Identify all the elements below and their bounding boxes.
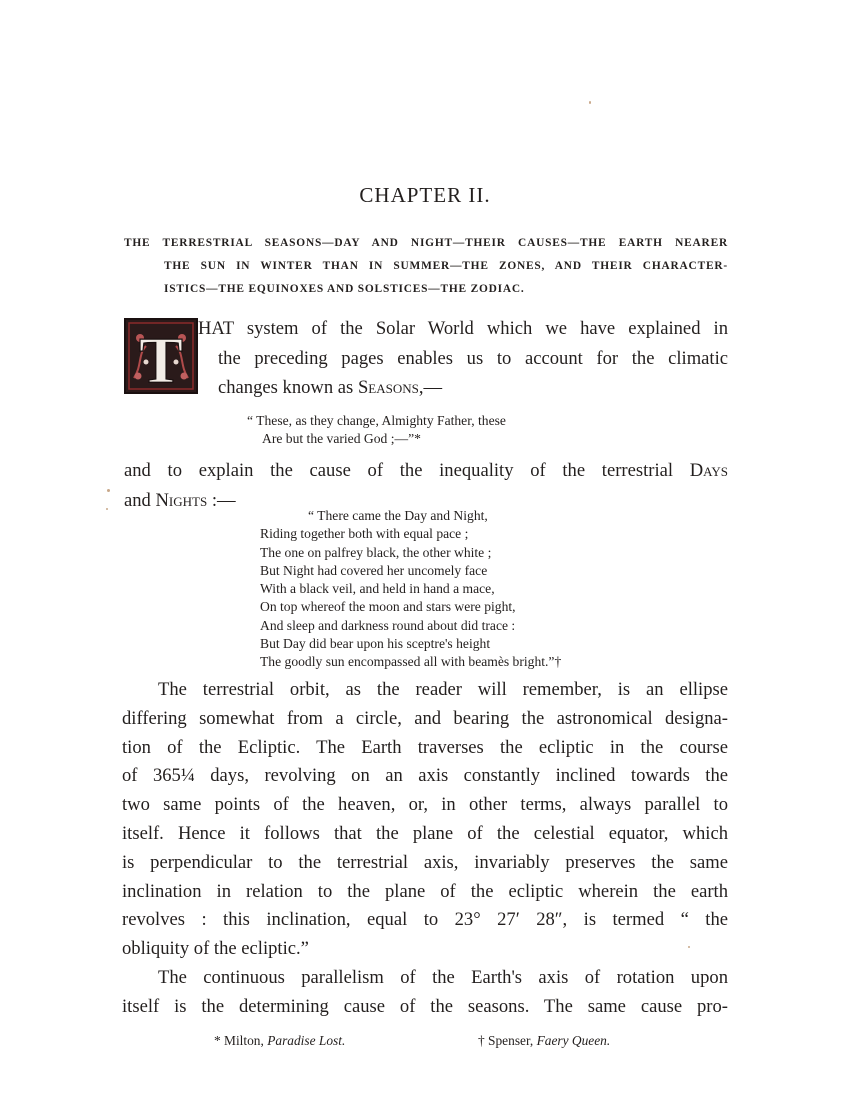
chapter-summary xyxy=(124,232,728,301)
quote-line: Are but the varied God ;—”* xyxy=(262,431,421,446)
dropcap-letter: T xyxy=(138,324,184,394)
chapter-title: CHAPTER II. xyxy=(359,183,491,207)
text-line: HAT system of the Solar World which we have explained in xyxy=(198,318,728,339)
text-line: The terrestrial orbit, as the reader will remember, is an ellipse xyxy=(158,679,728,700)
footnote-spenser: † Spenser, Faery Queen. xyxy=(478,1033,611,1048)
text-line: and to explain the cause of the inequality of the terrestrial Days xyxy=(124,460,728,481)
footnote-milton: * Milton, Paradise Lost. xyxy=(214,1033,346,1048)
summary-line: ISTICS—THE EQUINOXES AND SOLSTICES—THE ZODIAC. xyxy=(164,283,525,295)
milton-quote xyxy=(247,412,506,448)
quote-line: But Day did bear upon his sceptre's height xyxy=(260,636,491,652)
paper-speck xyxy=(589,101,591,104)
text-line: itself is the determining cause of the seasons. The same cause pro- xyxy=(122,995,728,1017)
text-line: obliquity of the ecliptic.” xyxy=(122,938,309,960)
quote-line: The goodly sun encompassed all with beamès bright.”† xyxy=(260,654,562,670)
paper-speck xyxy=(107,489,110,492)
summary-line: THE SUN IN WINTER THAN IN SUMMER—THE ZONES, AND THEIR CHARACTER- xyxy=(164,260,728,272)
quote-line: The one on palfrey black, the other white ; xyxy=(260,544,492,560)
quote-line: “ These, as they change, Almighty Father, these xyxy=(247,413,506,428)
text-line: two same points of the heaven, or, in other terms, always parallel to xyxy=(122,794,728,816)
paper-speck xyxy=(106,508,108,510)
summary-line: THE TERRESTRIAL SEASONS—DAY AND NIGHT—THEIR CAUSES—THE EARTH NEARER xyxy=(124,237,728,249)
quote-line: And sleep and darkness round about did trace : xyxy=(260,617,516,633)
body-paragraphs xyxy=(122,676,728,1022)
text-line: is perpendicular to the terrestrial axis, invariably preserves the same xyxy=(122,851,728,873)
quote-line: With a black veil, and held in hand a mace, xyxy=(260,581,495,597)
ornamental-dropcap xyxy=(124,318,198,394)
text-line: the preceding pages enables us to account for the climatic xyxy=(218,347,728,369)
text-line: revolves : this inclination, equal to 23° 27′ 28″, is termed “ the xyxy=(122,909,728,931)
text-line: changes known as Seasons,— xyxy=(218,377,443,398)
text-line: tion of the Ecliptic. The Earth traverses the ecliptic in the course xyxy=(122,736,728,758)
quote-line: But Night had covered her uncomely face xyxy=(260,562,488,578)
quote-line: On top whereof the moon and stars were pight, xyxy=(260,599,516,615)
small-caps-term: Days xyxy=(689,460,728,481)
text-line: inclination in relation to the plane of the ecliptic wherein the earth xyxy=(122,880,728,902)
paper-speck xyxy=(688,946,690,948)
text-line: and Nights :— xyxy=(124,489,236,511)
text-line: differing somewhat from a circle, and bearing the astronomical designa- xyxy=(122,707,728,729)
opening-paragraph xyxy=(198,314,728,403)
spenser-quote xyxy=(260,507,561,672)
small-caps-term: Nights xyxy=(155,489,208,511)
text-line: The continuous parallelism of the Earth's axis of rotation upon xyxy=(158,966,728,988)
text-line: itself. Hence it follows that the plane of the celestial equator, which xyxy=(122,822,728,844)
quote-line: Riding together both with equal pace ; xyxy=(260,526,469,542)
small-caps-term: Seasons, xyxy=(357,377,424,398)
text-line: of 365¼ days, revolving on an axis constantly inclined towards the xyxy=(122,765,728,787)
quote-line: “ There came the Day and Night, xyxy=(308,508,488,523)
